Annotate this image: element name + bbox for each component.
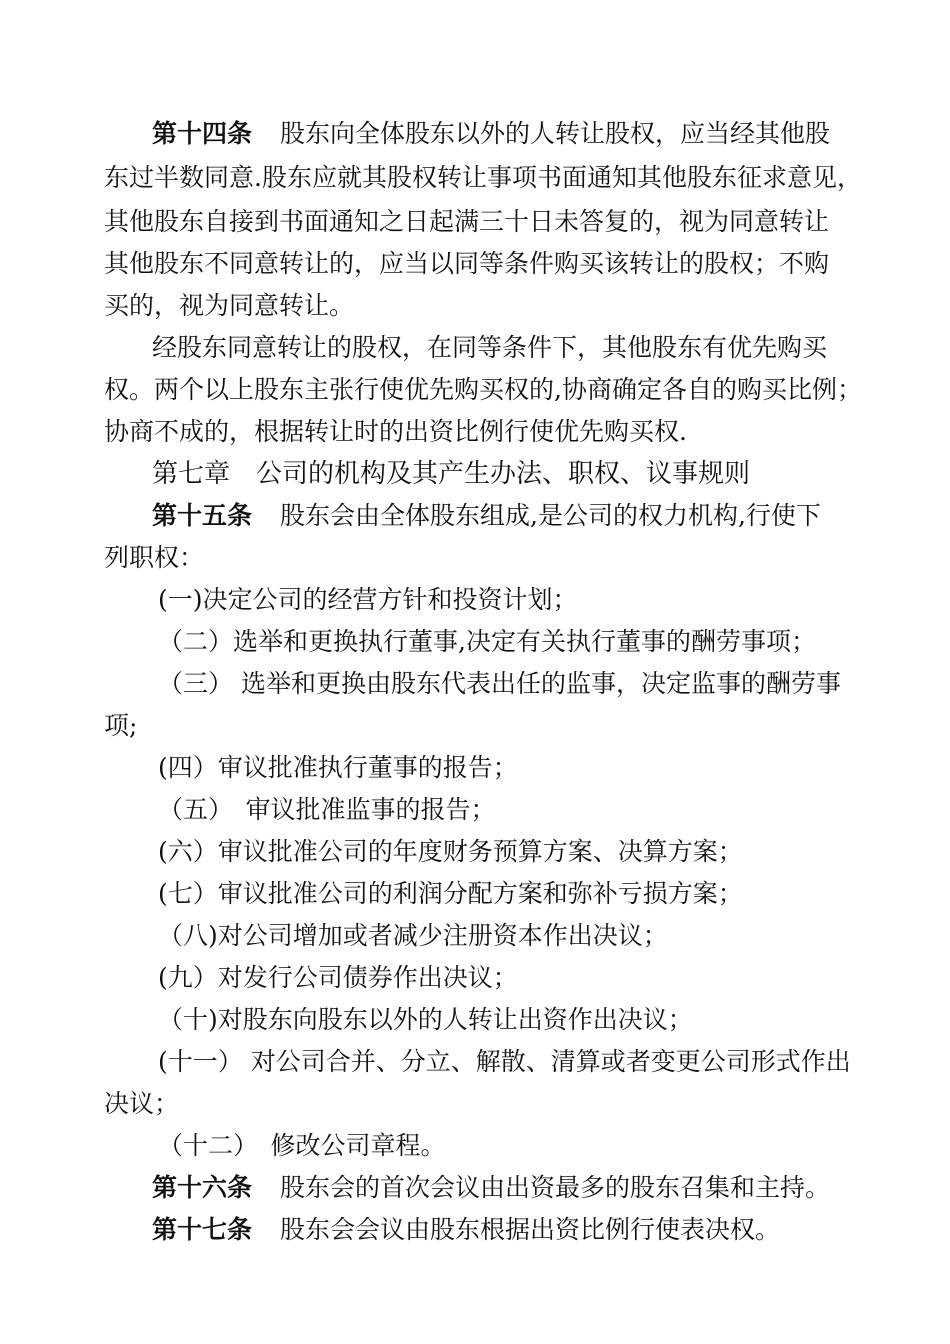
article-15-item-11-cont: 决议； xyxy=(104,1089,180,1118)
article-15-item-6: (六）审议批准公司的年度财务预算方案、决算方案； xyxy=(158,837,743,866)
article-15-heading: 第十五条 xyxy=(152,501,253,530)
article-15-item-9: (九）对发行公司债券作出决议； xyxy=(158,963,518,992)
article-15-item-4: (四）审议批准执行董事的报告； xyxy=(158,753,518,782)
article-15-item-8: （八)对公司增加或者减少注册资本作出决议； xyxy=(158,921,668,950)
article-14-heading: 第十四条 xyxy=(152,119,253,148)
article-15-item-5: （五） 审议批准监事的报告； xyxy=(158,795,496,824)
article-15-item-3: （三） 选举和更换由股东代表出任的监事，决定监事的酬劳事 xyxy=(158,669,841,698)
article-14-para2-line-2: 权。两个以上股东主张行使优先购买权的,协商确定各自的购买比例； xyxy=(104,375,862,404)
article-17-line xyxy=(152,1210,864,1250)
article-16-heading: 第十六条 xyxy=(152,1173,253,1202)
article-16-line xyxy=(152,1168,864,1208)
article-14-line-1 xyxy=(152,114,864,154)
article-14-line-4: 其他股东不同意转让的，应当以同等条件购买该转让的股权；不购 xyxy=(104,249,830,278)
article-17-heading: 第十七条 xyxy=(152,1215,253,1244)
article-14-line-3: 其他股东自接到书面通知之日起满三十日未答复的，视为同意转让 xyxy=(104,207,830,236)
article-14-text: 股东向全体股东以外的人转让股权，应当经其他股 xyxy=(280,119,831,148)
article-15-item-3-cont: 项; xyxy=(104,711,138,740)
article-15-item-12: （十二） 修改公司章程。 xyxy=(158,1131,446,1160)
chapter-7-title: 第七章 公司的机构及其产生办法、职权、议事规则 xyxy=(152,459,751,489)
article-14-para2-line-3: 协商不成的，根据转让时的出资比例行使优先购买权. xyxy=(104,417,687,446)
article-15-text: 股东会由全体股东组成,是公司的权力机构,行使下 xyxy=(280,501,821,530)
article-14-line-5: 买的，视为同意转让。 xyxy=(104,291,355,320)
article-15-item-11: (十一） 对公司合并、分立、解散、清算或者变更公司形式作出 xyxy=(158,1047,851,1076)
article-15-item-2: （二）选举和更换执行董事,决定有关执行董事的酬劳事项； xyxy=(158,627,816,656)
article-15-line-1 xyxy=(152,496,864,536)
article-16-text: 股东会的首次会议由出资最多的股东召集和主持。 xyxy=(280,1173,831,1202)
article-15-item-10: （十)对股东向股东以外的人转让出资作出决议； xyxy=(158,1005,693,1034)
article-15-item-7: (七）审议批准公司的利润分配方案和弥补亏损方案； xyxy=(158,879,743,908)
article-14-line-2: 东过半数同意.股东应就其股权转让事项书面通知其他股东征求意见， xyxy=(104,163,862,192)
article-15-item-1: (一)决定公司的经营方针和投资计划； xyxy=(158,585,578,614)
article-17-text: 股东会会议由股东根据出资比例行使表决权。 xyxy=(280,1215,781,1244)
article-14-para2-line-1: 经股东同意转让的股权，在同等条件下，其他股东有优先购买 xyxy=(152,333,828,362)
article-15-line-2: 列职权： xyxy=(104,543,205,572)
